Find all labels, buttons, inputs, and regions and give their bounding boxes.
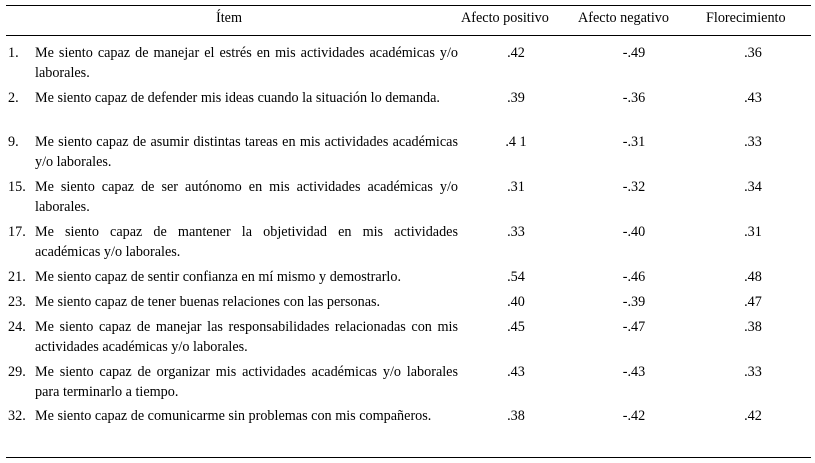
item-number: 1.: [8, 45, 19, 61]
item-text: Me siento capaz de sentir confianza en mí mismo y demostrarlo.: [35, 269, 402, 285]
header-afecto-negativo: Afecto negativo: [578, 10, 669, 26]
afecto-negativo-value: -.47: [622, 319, 646, 335]
afecto-negativo-value: -.32: [622, 179, 646, 195]
florecimiento-value: .48: [744, 269, 762, 285]
header-florecimiento: Florecimiento: [706, 10, 786, 26]
header-rule: [6, 35, 811, 36]
item-number: 29.: [8, 364, 26, 380]
afecto-positivo-value: .54: [507, 269, 525, 285]
afecto-negativo-value: -.31: [622, 134, 646, 150]
header-item: Ítem: [216, 10, 242, 26]
florecimiento-value: .38: [744, 319, 762, 335]
afecto-negativo-value: -.49: [622, 45, 646, 61]
item-number: 32.: [8, 408, 26, 424]
item-text: Me siento capaz de manejar las responsabilidades relacionadas con mis actividades académicas y/o laborales.: [35, 319, 458, 355]
florecimiento-value: .43: [744, 90, 762, 106]
florecimiento-value: .31: [744, 224, 762, 240]
afecto-negativo-value: -.43: [622, 364, 646, 380]
item-text: Me siento capaz de defender mis ideas cuando la situación lo demanda.: [35, 90, 440, 106]
florecimiento-value: .33: [744, 364, 762, 380]
florecimiento-value: .33: [744, 134, 762, 150]
item-number: 24.: [8, 319, 26, 335]
header-afecto-positivo: Afecto positivo: [461, 10, 549, 26]
afecto-negativo-value: -.39: [622, 294, 646, 310]
item-text: Me siento capaz de organizar mis actividades académicas y/o laborales para terminarlo a tiempo.: [35, 364, 458, 400]
afecto-positivo-value: .31: [507, 179, 525, 195]
afecto-positivo-value: .33: [507, 224, 525, 240]
item-number: 17.: [8, 224, 26, 240]
afecto-positivo-value: .4 1: [505, 134, 527, 150]
afecto-positivo-value: .45: [507, 319, 525, 335]
item-text: Me siento capaz de asumir distintas tareas en mis actividades académicas y/o laborales.: [35, 134, 458, 170]
afecto-positivo-value: .40: [507, 294, 525, 310]
item-text: Me siento capaz de tener buenas relaciones con las personas.: [35, 294, 381, 310]
afecto-negativo-value: -.42: [622, 408, 646, 424]
item-text: Me siento capaz de comunicarme sin problemas con mis compañeros.: [35, 408, 432, 424]
item-text: Me siento capaz de mantener la objetividad en mis actividades académicas y/o laborales.: [35, 224, 458, 260]
table-bottom-rule: [6, 457, 811, 458]
afecto-positivo-value: .43: [507, 364, 525, 380]
item-text: Me siento capaz de manejar el estrés en mis actividades académicas y/o laborales.: [35, 45, 458, 81]
item-number: 15.: [8, 179, 26, 195]
florecimiento-value: .42: [744, 408, 762, 424]
afecto-negativo-value: -.46: [622, 269, 646, 285]
item-number: 2.: [8, 90, 19, 106]
table-top-rule: [6, 5, 811, 6]
afecto-negativo-value: -.36: [622, 90, 646, 106]
afecto-positivo-value: .39: [507, 90, 525, 106]
afecto-negativo-value: -.40: [622, 224, 646, 240]
item-number: 9.: [8, 134, 19, 150]
item-number: 23.: [8, 294, 26, 310]
item-text: Me siento capaz de ser autónomo en mis actividades académicas y/o laborales.: [35, 179, 458, 215]
florecimiento-value: .36: [744, 45, 762, 61]
florecimiento-value: .47: [744, 294, 762, 310]
item-number: 21.: [8, 269, 26, 285]
florecimiento-value: .34: [744, 179, 762, 195]
afecto-positivo-value: .42: [507, 45, 525, 61]
afecto-positivo-value: .38: [507, 408, 525, 424]
